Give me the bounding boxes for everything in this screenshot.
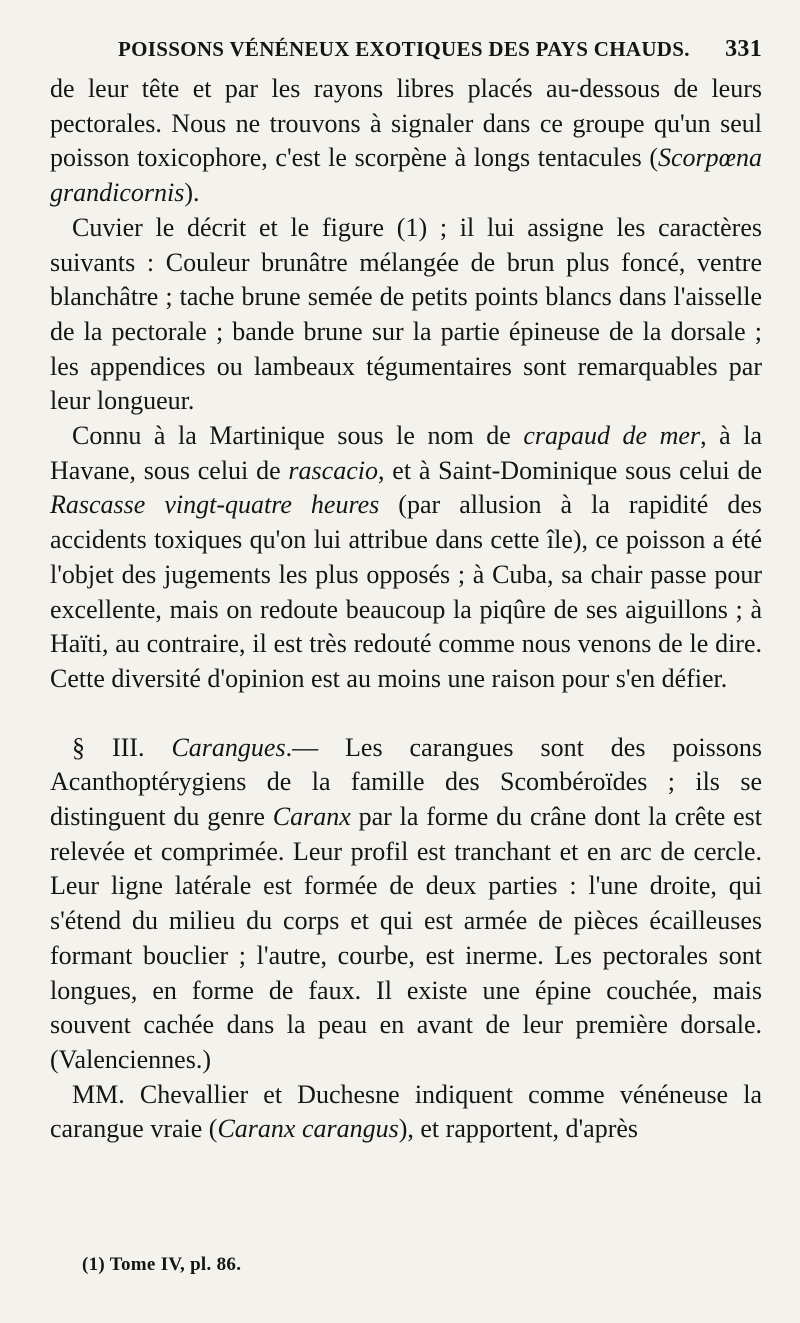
genus-name: Caranx	[272, 802, 351, 832]
running-title: POISSONS VÉNÉNEUX EXOTIQUES DES PAYS CHAUDS.	[118, 37, 690, 61]
paragraph-martinique: Connu à la Martinique sous le nom de crapaud de mer, à la Havane, sous celui de rascacio, et à Saint-Dominique sous celui de Rascasse vingt-quatre heures (par allusion à la rapidité des accidents toxiques qu'on lui attribue dans cette île), ce poisson a été l'objet des jugements les plus opposés ; à Cuba, sa chair passe pour excellente, mais on redoute beaucoup la piqûre de ses aiguillons ; à Haïti, au contraire, il est très redouté comme nous venons de le dire. Cette diversité d'opinion est au moins une raison pour s'en défier.	[50, 421, 762, 693]
paragraph-cuvier: Cuvier le décrit et le figure (1) ; il lui assigne les caractères suivants : Couleur brunâtre mélangée de brun plus foncé, ventre blanchâtre ; tache brune semée de petits points blancs dans l'aisselle de la pectorale ; bande brune sur la partie épineuse de la dorsale ; les appendices ou lambeaux tégumentaires sont remarquables par leur longueur.	[50, 212, 762, 416]
running-header	[50, 36, 762, 70]
paragraph-chevallier: MM. Chevallier et Duchesne indiquent comme vénéneuse la carangue vraie (Caranx carangus), et rapportent, d'après	[50, 1079, 762, 1144]
paragraph-continuation: de leur tête et par les rayons libres placés au-dessous de leurs pectorales. Nous ne trouvons à signaler dans ce groupe qu'un seul poisson toxicophore, c'est le scorpène à longs tentacules (Scorpœna grandicornis).	[50, 74, 762, 208]
local-name-rascacio: rascacio	[288, 455, 378, 485]
local-name-rascasse: Rascasse vingt-quatre heures	[50, 490, 380, 520]
footnote: (1) Tome IV, pl. 86.	[82, 1254, 242, 1275]
species-name-caranx: Caranx carangus	[217, 1114, 399, 1144]
page-number: 331	[725, 36, 762, 62]
species-name: Scorpœna grandicornis	[50, 143, 762, 208]
section-title: Carangues	[171, 732, 286, 762]
section-carangues: § III. Carangues.— Les carangues sont des poissons Acanthoptérygiens de la famille des Scombéroïdes ; ils se distinguent du genre Caranx par la forme du crâne dont la crête est relevée et comprimée. Leur profil est tranchant et en arc de cercle. Leur ligne latérale est formée de deux parties : l'une droite, qui s'étend du milieu du corps et qui est armée de pièces écailleuses formant bouclier ; l'autre, courbe, est inerme. Les pectorales sont longues, en forme de faux. Il existe une épine couchée, mais souvent cachée dans la peau en avant de leur première dorsale. (Valenciennes.)	[50, 732, 762, 1074]
page-body	[50, 72, 762, 1147]
local-name-crapaud: crapaud de mer	[523, 421, 701, 451]
